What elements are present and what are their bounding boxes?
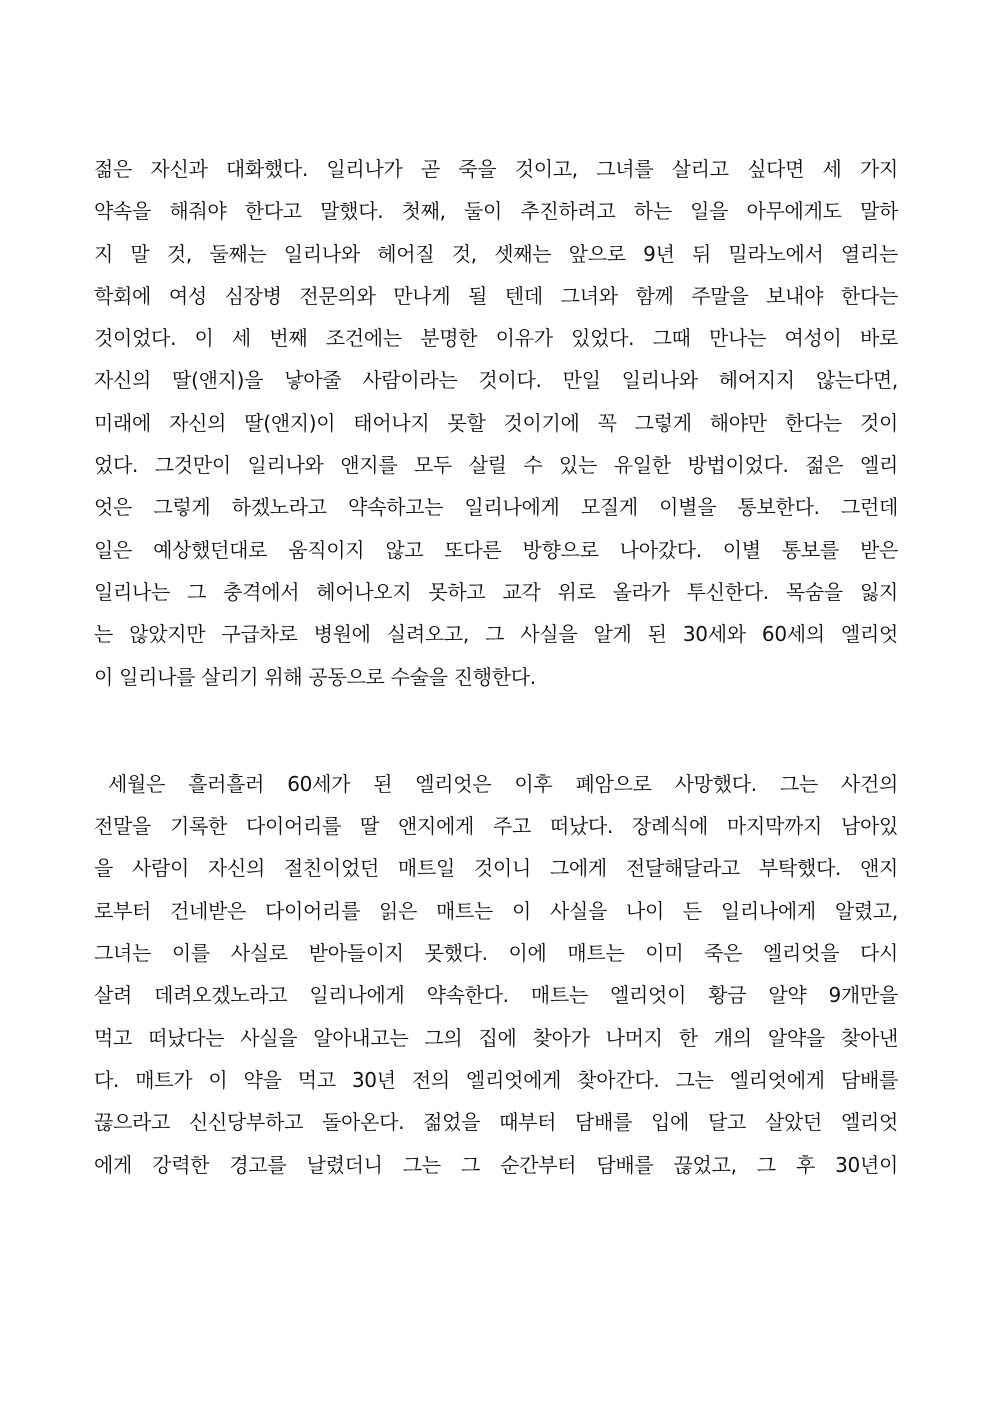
paragraph-2 [94,763,898,1186]
text-line: 자신의 딸(앤지)을 낳아줄 사람이라는 것이다. 만일 일리나와 헤어지지 않는다면, [94,368,898,393]
text-line: 일은 예상했던대로 움직이지 않고 또다른 방향으로 나아갔다. 이별 통보를 받은 [94,537,898,562]
text-line: 지 말 것, 둘째는 일리나와 헤어질 것, 셋째는 앞으로 9년 뒤 밀라노에서 열리는 [94,241,898,266]
text-line: 먹고 떠났다는 사실을 알아내고는 그의 집에 찾아가 나머지 한 개의 알약을 찾아낸 [94,1025,898,1050]
text-line: 학회에 여성 심장병 전문의와 만나게 될 텐데 그녀와 함께 주말을 보내야 한다는 [94,283,898,308]
text-line: 다. 매트가 이 약을 먹고 30년 전의 엘리엇에게 찾아간다. 그는 엘리엇에게 담배를 [94,1067,898,1092]
paragraph-1 [94,148,898,698]
text-line: 미래에 자신의 딸(앤지)이 태어나지 못할 것이기에 꼭 그렇게 해야만 한다는 것이 [94,410,898,435]
text-line: 약속을 해줘야 한다고 말했다. 첫째, 둘이 추진하려고 하는 일을 아무에게도 말하 [94,199,898,224]
text-line: 이 일리나를 살리기 위해 공동으로 수술을 진행한다. [94,664,536,689]
text-line: 그녀는 이를 사실로 받아들이지 못했다. 이에 매트는 이미 죽은 엘리엇을 다시 [94,941,898,966]
text-line: 을 사람이 자신의 절친이었던 매트일 것이니 그에게 전달해달라고 부탁했다. 앤지 [94,856,898,881]
text-line: 었다. 그것만이 일리나와 앤지를 모두 살릴 수 있는 유일한 방법이었다. 젊은 엘리 [94,453,898,478]
text-line: 엇은 그렇게 하겠노라고 약속하고는 일리나에게 모질게 이별을 통보한다. 그런데 [94,495,898,520]
text-line: 젊은 자신과 대화했다. 일리나가 곧 죽을 것이고, 그녀를 살리고 싶다면 세 가지 [94,157,898,181]
paragraph-spacer [94,698,898,763]
text-line: 세월은 흘러흘러 60세가 된 엘리엇은 이후 폐암으로 사망했다. 그는 사건의 [108,771,898,796]
text-line: 에게 강력한 경고를 날렸더니 그는 그 순간부터 담배를 끊었고, 그 후 30년이 [94,1152,898,1177]
text-line: 로부터 건네받은 다이어리를 읽은 매트는 이 사실을 나이 든 일리나에게 알렸고, [94,898,898,923]
text-line: 것이었다. 이 세 번째 조건에는 분명한 이유가 있었다. 그때 만나는 여성이 바로 [94,326,898,351]
document-page [94,148,898,1186]
text-line: 는 않았지만 구급차로 병원에 실려오고, 그 사실을 알게 된 30세와 60세의 엘리엇 [94,622,898,647]
text-line: 일리나는 그 충격에서 헤어나오지 못하고 교각 위로 올라가 투신한다. 목숨을 잃지 [94,579,898,604]
text-line: 끊으라고 신신당부하고 돌아온다. 젊었을 때부터 담배를 입에 달고 살았던 엘리엇 [94,1110,898,1135]
text-line: 전말을 기록한 다이어리를 딸 앤지에게 주고 떠났다. 장례식에 마지막까지 남아있 [94,814,898,839]
text-line: 살려 데려오겠노라고 일리나에게 약속한다. 매트는 엘리엇이 황금 알약 9개만을 [94,983,898,1008]
